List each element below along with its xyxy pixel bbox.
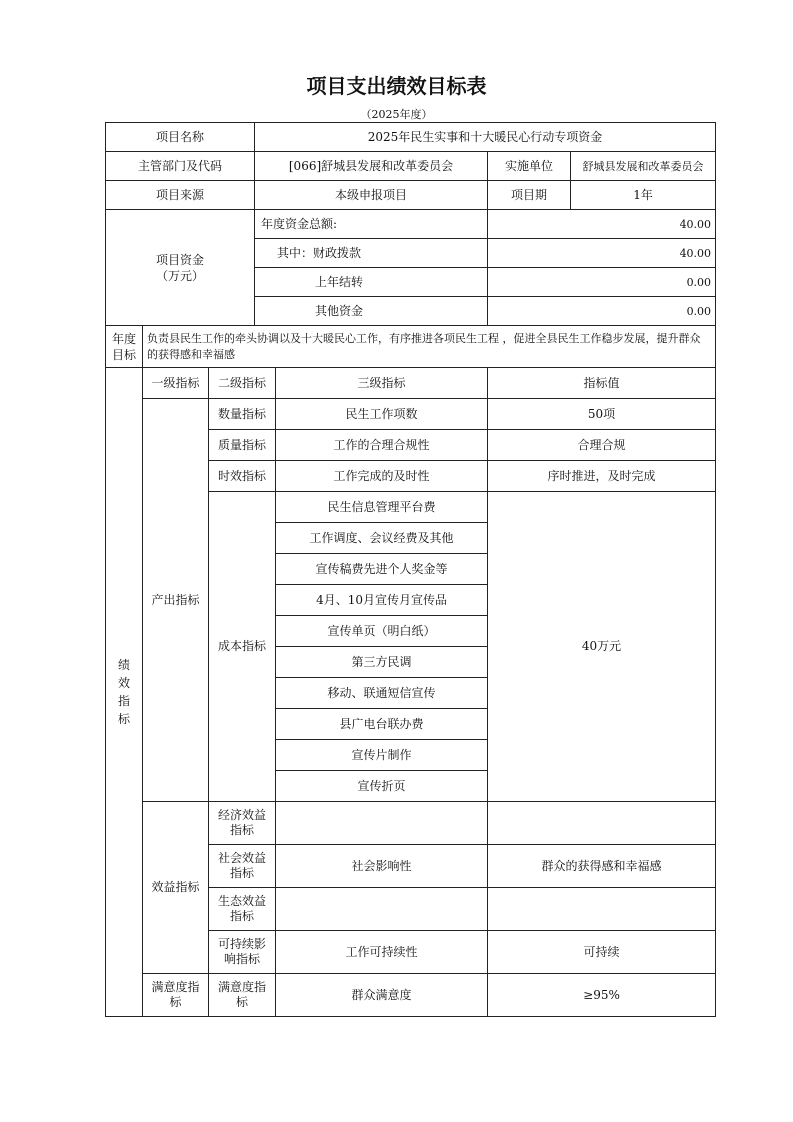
economic-row xyxy=(106,802,716,845)
cost-value: 40万元 xyxy=(488,492,716,802)
ecological-item xyxy=(276,888,488,931)
project-name-row xyxy=(106,123,716,152)
social-item: 社会影响性 xyxy=(276,845,488,888)
quantity-row xyxy=(106,399,716,430)
performance-indicators-label: 绩 效 指 标 xyxy=(106,368,143,1017)
funds-fiscal-label: 其中：财政拨款 xyxy=(255,239,488,268)
quantity-item: 民生工作项数 xyxy=(276,399,488,430)
satisfaction-value: ≥95% xyxy=(488,974,716,1017)
timeliness-value: 序时推进，及时完成 xyxy=(488,461,716,492)
cost-item: 工作调度、会议经费及其他 xyxy=(276,523,488,554)
funds-fiscal-value: 40.00 xyxy=(488,239,716,268)
source-value: 本级申报项目 xyxy=(255,181,488,210)
quantity-label: 数量指标 xyxy=(209,399,276,430)
cost-item: 宣传折页 xyxy=(276,771,488,802)
funds-total-label: 年度资金总额: xyxy=(255,210,488,239)
department-row xyxy=(106,152,716,181)
cost-item: 宣传稿费先进个人奖金等 xyxy=(276,554,488,585)
cost-item: 宣传单页（明白纸） xyxy=(276,616,488,647)
economic-item xyxy=(276,802,488,845)
cost-item: 宣传片制作 xyxy=(276,740,488,771)
page-subtitle: （2025年度） xyxy=(360,108,433,121)
quality-item: 工作的合理合规性 xyxy=(276,430,488,461)
output-indicators-label: 产出指标 xyxy=(143,399,209,802)
period-value: 1年 xyxy=(571,181,716,210)
header-value: 指标值 xyxy=(488,368,716,399)
department-label: 主管部门及代码 xyxy=(106,152,255,181)
performance-table xyxy=(105,122,716,1017)
social-label: 社会效益 指标 xyxy=(209,845,276,888)
period-label: 项目期 xyxy=(488,181,571,210)
satisfaction-label: 满意度指 标 xyxy=(209,974,276,1017)
implementing-unit-value: 舒城县发展和改革委员会 xyxy=(571,152,716,181)
satisfaction-item: 群众满意度 xyxy=(276,974,488,1017)
satisfaction-row xyxy=(106,974,716,1017)
timeliness-item: 工作完成的及时性 xyxy=(276,461,488,492)
social-value: 群众的获得感和幸福感 xyxy=(488,845,716,888)
header-level1: 一级指标 xyxy=(143,368,209,399)
header-level2: 二级指标 xyxy=(209,368,276,399)
sustainable-label: 可持续影 响指标 xyxy=(209,931,276,974)
department-value: [066]舒城县发展和改革委员会 xyxy=(255,152,488,181)
cost-item: 移动、联通短信宣传 xyxy=(276,678,488,709)
annual-goal-label: 年度 目标 xyxy=(106,326,143,368)
cost-label: 成本指标 xyxy=(209,492,276,802)
ecological-value xyxy=(488,888,716,931)
quantity-value: 50项 xyxy=(488,399,716,430)
satisfaction-indicators-label: 满意度指标 xyxy=(143,974,209,1017)
cost-item: 民生信息管理平台费 xyxy=(276,492,488,523)
cost-item: 4月、10月宣传月宣传品 xyxy=(276,585,488,616)
timeliness-label: 时效指标 xyxy=(209,461,276,492)
source-row xyxy=(106,181,716,210)
funds-other-label: 其他资金 xyxy=(255,297,488,326)
sustainable-value: 可持续 xyxy=(488,931,716,974)
economic-value xyxy=(488,802,716,845)
ecological-label: 生态效益 指标 xyxy=(209,888,276,931)
header-level3: 三级指标 xyxy=(276,368,488,399)
source-label: 项目来源 xyxy=(106,181,255,210)
project-name-label: 项目名称 xyxy=(106,123,255,152)
annual-goal-row xyxy=(106,326,716,368)
cost-item: 第三方民调 xyxy=(276,647,488,678)
annual-goal-text: 负责县民生工作的牵头协调以及十大暖民心工作，有序推进各项民生工程 ，促进全县民生工作稳步发展，提升群众的获得感和幸福感 xyxy=(143,326,716,368)
benefit-indicators-label: 效益指标 xyxy=(143,802,209,974)
quality-label: 质量指标 xyxy=(209,430,276,461)
economic-label: 经济效益 指标 xyxy=(209,802,276,845)
funds-other-value: 0.00 xyxy=(488,297,716,326)
project-name-value: 2025年民生实事和十大暖民心行动专项资金 xyxy=(255,123,716,152)
quality-value: 合理合规 xyxy=(488,430,716,461)
implementing-unit-label: 实施单位 xyxy=(488,152,571,181)
page-title: 项目支出绩效目标表 xyxy=(306,74,487,98)
funds-total-row xyxy=(106,210,716,239)
project-funds-label: 项目资金 （万元） xyxy=(106,210,255,326)
sustainable-item: 工作可持续性 xyxy=(276,931,488,974)
cost-item: 县广电台联办费 xyxy=(276,709,488,740)
indicator-header-row xyxy=(106,368,716,399)
funds-carry-value: 0.00 xyxy=(488,268,716,297)
funds-total-value: 40.00 xyxy=(488,210,716,239)
funds-carry-label: 上年结转 xyxy=(255,268,488,297)
